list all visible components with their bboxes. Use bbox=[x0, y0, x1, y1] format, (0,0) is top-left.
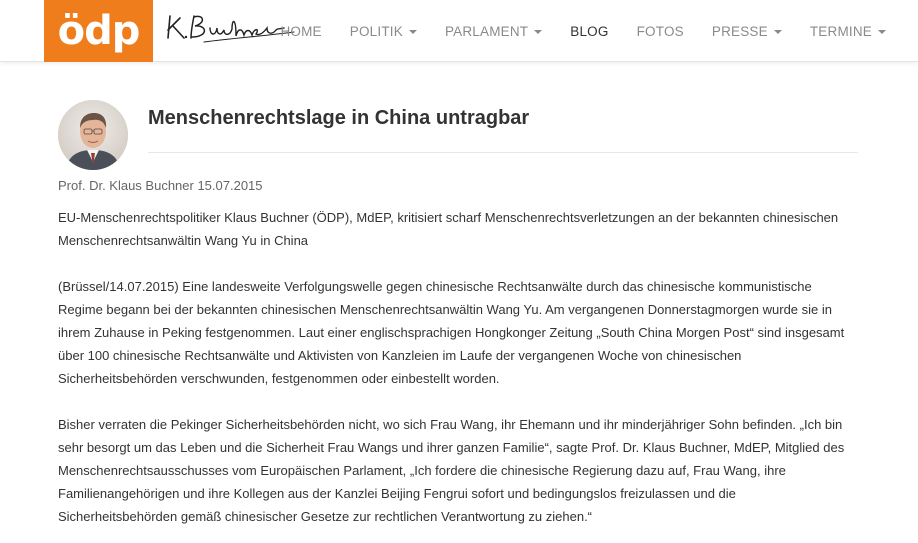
nav-blog-label: BLOG bbox=[570, 23, 609, 39]
caret-down-icon bbox=[878, 30, 886, 34]
post-paragraph: EU-Menschenrechtspolitiker Klaus Buchner (ÖDP), MdEP, kritisiert scharf Menschenrechtsverletzungen an der bekannten chinesischen Menschenrechtsanwältin Wang Yu in China bbox=[58, 210, 839, 248]
nav-home[interactable] bbox=[266, 0, 335, 62]
author-avatar bbox=[58, 100, 128, 170]
main-nav bbox=[266, 0, 900, 62]
nav-termine-label: TERMINE bbox=[809, 23, 872, 39]
nav-termine[interactable] bbox=[796, 0, 900, 62]
logo-text: ödp bbox=[57, 8, 140, 54]
nav-home-label: HOME bbox=[280, 23, 322, 39]
nav-politik-label: POLITIK bbox=[349, 23, 403, 39]
nav-presse-label: PRESSE bbox=[711, 23, 768, 39]
nav-presse[interactable] bbox=[698, 0, 796, 62]
top-navbar bbox=[0, 0, 918, 62]
post-title: Menschenrechtslage in China untragbar bbox=[148, 107, 530, 129]
caret-down-icon bbox=[534, 30, 542, 34]
caret-down-icon bbox=[409, 30, 417, 34]
post-paragraph: (Brüssel/14.07.2015) Eine landesweite Verfolgungswelle gegen chinesische Rechtsanwälte durch das chinesische kommunistische Regime begann bei der bekannten chinesischen Menschenrechtsanwältin Wang Yu. Am vergangenen Donnerstagmorgen wurde sie in ihrem Zuhause in Peking festgenommen. Laut einer englischsprachigen Hongkonger Zeitung „South China Morgen Post“ sind insgesamt über 100 chinesische Rechtsanwälte und Aktivisten von Kanzleien im Laufe der vergangenen Woche von chinesischen Sicherheitsbehörden verschwunden, festgenommen oder einbestellt worden. bbox=[58, 279, 845, 386]
nav-blog[interactable] bbox=[556, 0, 622, 62]
post-byline: Prof. Dr. Klaus Buchner 15.07.2015 bbox=[58, 178, 263, 193]
author-photo bbox=[58, 100, 128, 170]
oedp-logo[interactable] bbox=[44, 0, 153, 62]
post-paragraph: Bisher verraten die Pekinger Sicherheitsbehörden nicht, wo sich Frau Wang, ihr Ehemann und ihr minderjähriger Sohn befinden. „Ich bin sehr besorgt um das Leben und die Sicherheit Frau Wangs und ihrer ganzen Familie“, sagte Prof. Dr. Klaus Buchner, MdEP, Mitglied des Menschenrechtsausschusses vom Europäischen Parlament, „Ich fordere die chinesische Regierung dazu auf, Frau Wang, ihre Familienangehörigen und ihre Kollegen aus der Kanzlei Beijing Fengrui sofort und bedingungslos freizulassen und die Sicherheitsbehörden gemäß chinesischer Gesetze zur rechtlichen Verantwortung zu ziehen.“ bbox=[58, 417, 845, 524]
title-divider bbox=[148, 152, 858, 153]
post-body bbox=[58, 206, 858, 543]
nav-parlament[interactable] bbox=[431, 0, 556, 62]
caret-down-icon bbox=[774, 30, 782, 34]
nav-parlament-label: PARLAMENT bbox=[444, 23, 529, 39]
nav-fotos-label: FOTOS bbox=[636, 23, 684, 39]
nav-politik[interactable] bbox=[336, 0, 431, 62]
nav-fotos[interactable] bbox=[623, 0, 698, 62]
